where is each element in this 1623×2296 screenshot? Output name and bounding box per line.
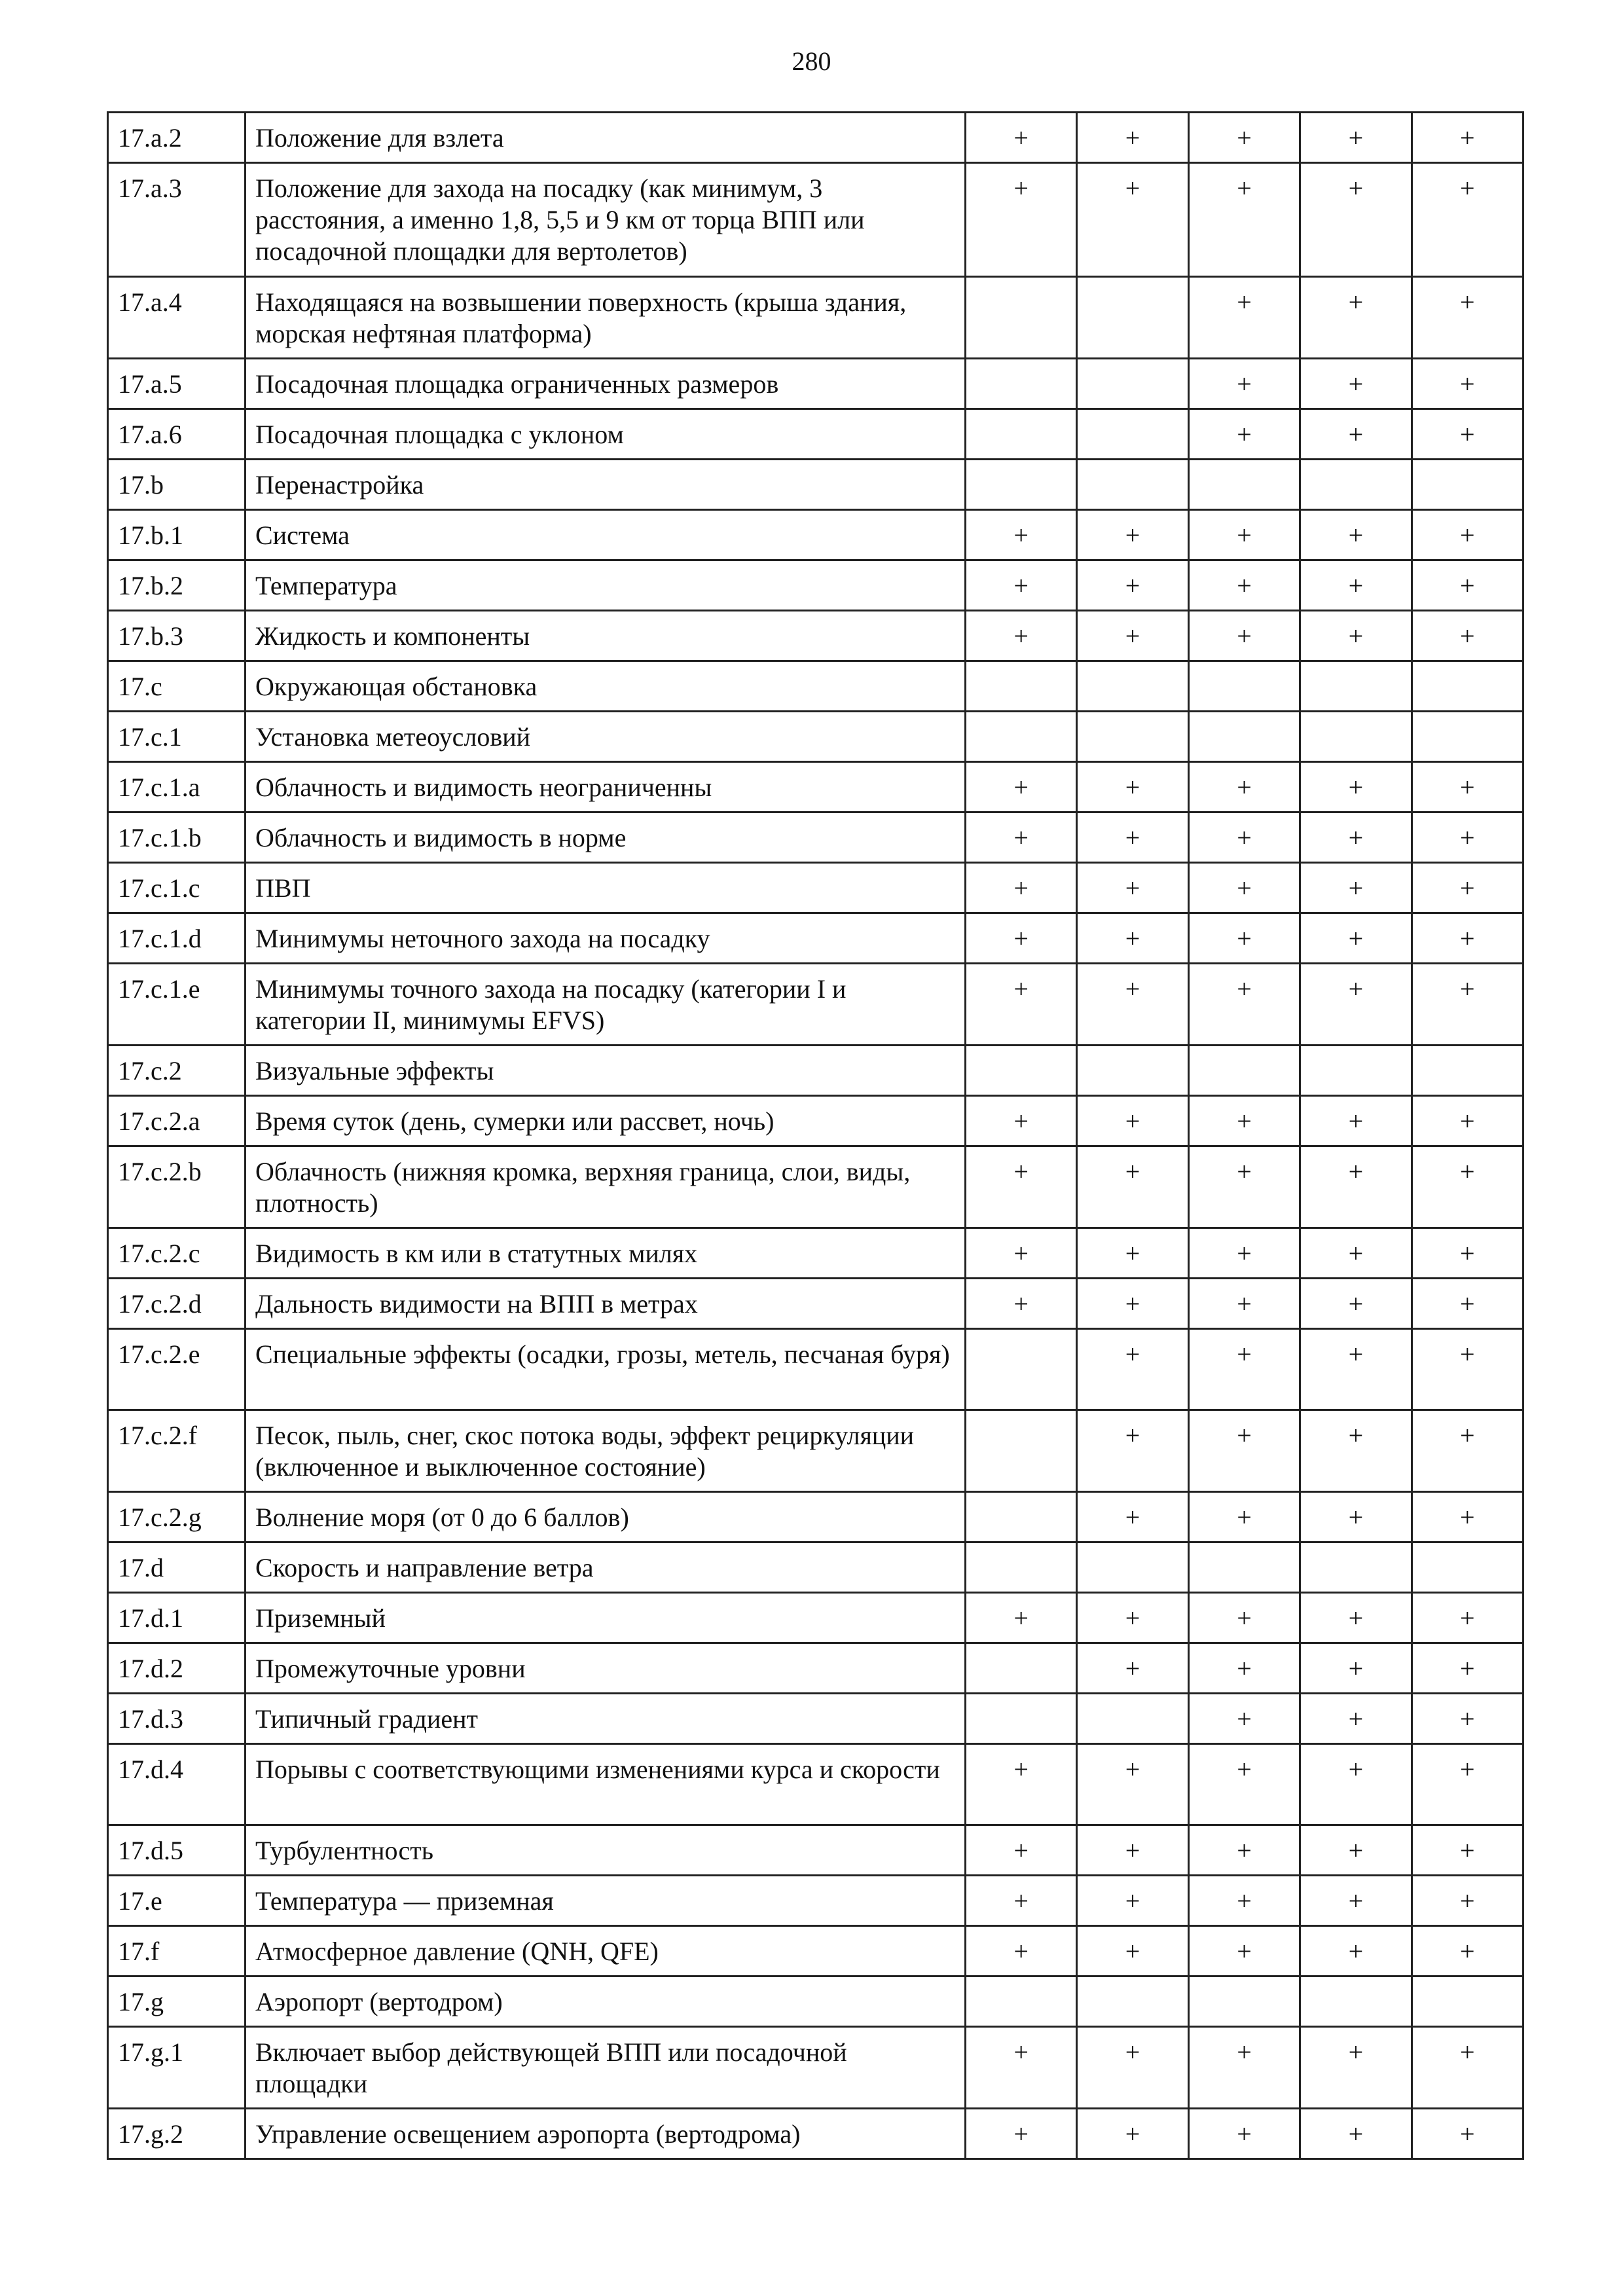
row-mark-5: + xyxy=(1412,2027,1523,2109)
row-mark-3: + xyxy=(1188,1279,1300,1329)
table-row xyxy=(108,913,1523,964)
table-row xyxy=(108,113,1523,163)
table-row xyxy=(108,1744,1523,1825)
row-description: Температура — приземная xyxy=(246,1876,966,1926)
row-mark-4: + xyxy=(1300,560,1412,611)
row-description: Приземный xyxy=(246,1593,966,1643)
row-mark-2: + xyxy=(1077,1329,1188,1410)
row-mark-2: + xyxy=(1077,1279,1188,1329)
row-mark-1: + xyxy=(966,1876,1077,1926)
table-row xyxy=(108,163,1523,277)
row-mark-4 xyxy=(1300,460,1412,510)
row-description: Аэропорт (вертодром) xyxy=(246,1977,966,2027)
row-description: Время суток (день, сумерки или рассвет, ночь) xyxy=(246,1096,966,1146)
page-number: 280 xyxy=(792,46,831,76)
row-description: ПВП xyxy=(246,863,966,913)
row-mark-2: + xyxy=(1077,1876,1188,1926)
row-mark-3: + xyxy=(1188,1096,1300,1146)
row-mark-4: + xyxy=(1300,1744,1412,1825)
row-mark-1: + xyxy=(966,1279,1077,1329)
row-description: Окружающая обстановка xyxy=(246,661,966,712)
row-mark-5: + xyxy=(1412,277,1523,359)
row-code: 17.c.1.c xyxy=(108,863,246,913)
row-mark-4: + xyxy=(1300,1410,1412,1492)
row-description: Посадочная площадка с уклоном xyxy=(246,409,966,460)
row-mark-3 xyxy=(1188,1046,1300,1096)
row-mark-4 xyxy=(1300,1542,1412,1593)
row-mark-5: + xyxy=(1412,1643,1523,1694)
row-mark-1 xyxy=(966,1643,1077,1694)
row-description: Посадочная площадка ограниченных размеров xyxy=(246,359,966,409)
row-description: Скорость и направление ветра xyxy=(246,1542,966,1593)
row-mark-4 xyxy=(1300,1977,1412,2027)
row-description: Находящаяся на возвышении поверхность (крыша здания, морская нефтяная платформа) xyxy=(246,277,966,359)
row-mark-5: + xyxy=(1412,1228,1523,1279)
row-mark-5: + xyxy=(1412,1694,1523,1744)
row-mark-3: + xyxy=(1188,409,1300,460)
row-code: 17.f xyxy=(108,1926,246,1977)
row-mark-1: + xyxy=(966,1825,1077,1876)
row-code: 17.b xyxy=(108,460,246,510)
row-description: Облачность и видимость неограниченны xyxy=(246,762,966,812)
row-mark-4: + xyxy=(1300,510,1412,560)
row-mark-4: + xyxy=(1300,1096,1412,1146)
row-mark-2: + xyxy=(1077,1926,1188,1977)
row-mark-5: + xyxy=(1412,359,1523,409)
row-mark-5: + xyxy=(1412,1593,1523,1643)
row-mark-2: + xyxy=(1077,113,1188,163)
row-mark-3: + xyxy=(1188,1876,1300,1926)
row-mark-2: + xyxy=(1077,1643,1188,1694)
row-mark-1: + xyxy=(966,913,1077,964)
row-code: 17.a.4 xyxy=(108,277,246,359)
row-mark-4: + xyxy=(1300,2027,1412,2109)
row-mark-5: + xyxy=(1412,1329,1523,1410)
table-row xyxy=(108,762,1523,812)
row-mark-2: + xyxy=(1077,863,1188,913)
row-description: Визуальные эффекты xyxy=(246,1046,966,1096)
row-mark-4: + xyxy=(1300,964,1412,1046)
row-description: Дальность видимости на ВПП в метрах xyxy=(246,1279,966,1329)
row-code: 17.g.2 xyxy=(108,2109,246,2159)
row-mark-5: + xyxy=(1412,1096,1523,1146)
row-mark-1: + xyxy=(966,762,1077,812)
row-mark-4: + xyxy=(1300,1492,1412,1542)
row-code: 17.a.3 xyxy=(108,163,246,277)
row-mark-1 xyxy=(966,1492,1077,1542)
row-code: 17.c xyxy=(108,661,246,712)
row-code: 17.d.1 xyxy=(108,1593,246,1643)
row-code: 17.d.2 xyxy=(108,1643,246,1694)
row-mark-4: + xyxy=(1300,1643,1412,1694)
row-mark-2: + xyxy=(1077,560,1188,611)
row-mark-3: + xyxy=(1188,560,1300,611)
row-description: Минимумы неточного захода на посадку xyxy=(246,913,966,964)
table-row xyxy=(108,2109,1523,2159)
table-row xyxy=(108,1329,1523,1410)
row-mark-1 xyxy=(966,1046,1077,1096)
table-row xyxy=(108,409,1523,460)
row-mark-1: + xyxy=(966,510,1077,560)
table-row xyxy=(108,1825,1523,1876)
row-code: 17.a.5 xyxy=(108,359,246,409)
row-mark-2: + xyxy=(1077,812,1188,863)
row-mark-4: + xyxy=(1300,1146,1412,1228)
row-mark-4 xyxy=(1300,1046,1412,1096)
row-mark-1: + xyxy=(966,863,1077,913)
row-mark-1 xyxy=(966,661,1077,712)
row-description: Температура xyxy=(246,560,966,611)
row-code: 17.a.6 xyxy=(108,409,246,460)
row-mark-5: + xyxy=(1412,913,1523,964)
row-mark-3: + xyxy=(1188,863,1300,913)
row-code: 17.d.5 xyxy=(108,1825,246,1876)
row-code: 17.c.1.b xyxy=(108,812,246,863)
table-row xyxy=(108,2027,1523,2109)
row-mark-3: + xyxy=(1188,1926,1300,1977)
row-mark-1 xyxy=(966,1977,1077,2027)
table-row xyxy=(108,863,1523,913)
row-description: Система xyxy=(246,510,966,560)
row-mark-5: + xyxy=(1412,409,1523,460)
row-mark-4: + xyxy=(1300,1825,1412,1876)
table-row xyxy=(108,359,1523,409)
table-row xyxy=(108,277,1523,359)
table-row xyxy=(108,1410,1523,1492)
row-description: Турбулентность xyxy=(246,1825,966,1876)
row-description: Включает выбор действующей ВПП или посадочной площадки xyxy=(246,2027,966,2109)
row-mark-3: + xyxy=(1188,1694,1300,1744)
row-mark-5: + xyxy=(1412,812,1523,863)
row-mark-3: + xyxy=(1188,1228,1300,1279)
row-mark-2: + xyxy=(1077,1410,1188,1492)
row-description: Положение для взлета xyxy=(246,113,966,163)
row-mark-2 xyxy=(1077,1046,1188,1096)
table-row xyxy=(108,1279,1523,1329)
row-mark-2: + xyxy=(1077,163,1188,277)
row-mark-2 xyxy=(1077,460,1188,510)
row-code: 17.c.2.g xyxy=(108,1492,246,1542)
row-mark-2: + xyxy=(1077,913,1188,964)
table-row xyxy=(108,964,1523,1046)
row-mark-3: + xyxy=(1188,1492,1300,1542)
row-code: 17.c.2.c xyxy=(108,1228,246,1279)
row-description: Минимумы точного захода на посадку (категории I и категории II, минимумы EFVS) xyxy=(246,964,966,1046)
row-description: Облачность и видимость в норме xyxy=(246,812,966,863)
row-mark-2 xyxy=(1077,409,1188,460)
row-description: Перенастройка xyxy=(246,460,966,510)
row-mark-1 xyxy=(966,277,1077,359)
row-mark-2: + xyxy=(1077,1096,1188,1146)
table-row xyxy=(108,1046,1523,1096)
row-mark-2 xyxy=(1077,712,1188,762)
row-code: 17.c.1.e xyxy=(108,964,246,1046)
row-mark-1: + xyxy=(966,1926,1077,1977)
row-mark-5: + xyxy=(1412,1876,1523,1926)
row-code: 17.c.1 xyxy=(108,712,246,762)
row-mark-3: + xyxy=(1188,1329,1300,1410)
table-row xyxy=(108,611,1523,661)
row-mark-2: + xyxy=(1077,1593,1188,1643)
row-mark-3: + xyxy=(1188,2109,1300,2159)
table-row xyxy=(108,1593,1523,1643)
row-mark-5: + xyxy=(1412,762,1523,812)
row-mark-4: + xyxy=(1300,1694,1412,1744)
table-row xyxy=(108,510,1523,560)
row-code: 17.d.3 xyxy=(108,1694,246,1744)
row-code: 17.c.2.d xyxy=(108,1279,246,1329)
row-mark-1 xyxy=(966,1542,1077,1593)
row-mark-2: + xyxy=(1077,611,1188,661)
table-row xyxy=(108,1643,1523,1694)
table-row xyxy=(108,1977,1523,2027)
row-mark-5: + xyxy=(1412,1926,1523,1977)
row-mark-3: + xyxy=(1188,762,1300,812)
row-mark-3: + xyxy=(1188,1410,1300,1492)
row-code: 17.c.2.e xyxy=(108,1329,246,1410)
table-row xyxy=(108,1096,1523,1146)
row-mark-2 xyxy=(1077,277,1188,359)
row-mark-4: + xyxy=(1300,409,1412,460)
row-mark-5: + xyxy=(1412,1492,1523,1542)
row-mark-4: + xyxy=(1300,1228,1412,1279)
row-code: 17.g.1 xyxy=(108,2027,246,2109)
row-description: Управление освещением аэропорта (вертодрома) xyxy=(246,2109,966,2159)
table-row xyxy=(108,1146,1523,1228)
row-mark-2: + xyxy=(1077,762,1188,812)
row-mark-3: + xyxy=(1188,1744,1300,1825)
row-mark-3: + xyxy=(1188,2027,1300,2109)
row-code: 17.d.4 xyxy=(108,1744,246,1825)
row-mark-4: + xyxy=(1300,1329,1412,1410)
row-mark-1: + xyxy=(966,1228,1077,1279)
row-mark-2: + xyxy=(1077,1492,1188,1542)
row-mark-3: + xyxy=(1188,1146,1300,1228)
table-row xyxy=(108,560,1523,611)
row-mark-4: + xyxy=(1300,863,1412,913)
row-mark-3 xyxy=(1188,1542,1300,1593)
row-description: Жидкость и компоненты xyxy=(246,611,966,661)
table-row xyxy=(108,1926,1523,1977)
row-mark-4: + xyxy=(1300,2109,1412,2159)
row-mark-2 xyxy=(1077,1542,1188,1593)
row-mark-5: + xyxy=(1412,2109,1523,2159)
row-mark-5: + xyxy=(1412,1410,1523,1492)
row-mark-1: + xyxy=(966,560,1077,611)
row-mark-4: + xyxy=(1300,113,1412,163)
row-mark-3: + xyxy=(1188,611,1300,661)
row-mark-3: + xyxy=(1188,113,1300,163)
row-mark-2: + xyxy=(1077,964,1188,1046)
row-mark-1: + xyxy=(966,1593,1077,1643)
row-code: 17.b.1 xyxy=(108,510,246,560)
row-description: Волнение моря (от 0 до 6 баллов) xyxy=(246,1492,966,1542)
row-code: 17.g xyxy=(108,1977,246,2027)
row-description: Порывы с соответствующими изменениями курса и скорости xyxy=(246,1744,966,1825)
row-mark-5 xyxy=(1412,1977,1523,2027)
row-mark-1: + xyxy=(966,113,1077,163)
row-mark-5: + xyxy=(1412,964,1523,1046)
row-mark-1: + xyxy=(966,964,1077,1046)
row-mark-5: + xyxy=(1412,1744,1523,1825)
row-description: Облачность (нижняя кромка, верхняя граница, слои, виды, плотность) xyxy=(246,1146,966,1228)
row-mark-4: + xyxy=(1300,812,1412,863)
row-mark-4: + xyxy=(1300,163,1412,277)
row-description: Положение для захода на посадку (как минимум, 3 расстояния, а именно 1,8, 5,5 и 9 км от торца ВПП или посадочной площадки для вертолетов) xyxy=(246,163,966,277)
row-mark-3: + xyxy=(1188,277,1300,359)
row-mark-4: + xyxy=(1300,277,1412,359)
table-row xyxy=(108,712,1523,762)
row-mark-2: + xyxy=(1077,1744,1188,1825)
row-code: 17.b.3 xyxy=(108,611,246,661)
row-mark-5 xyxy=(1412,712,1523,762)
row-mark-1: + xyxy=(966,611,1077,661)
table-row xyxy=(108,812,1523,863)
row-description: Установка метеоусловий xyxy=(246,712,966,762)
row-mark-5 xyxy=(1412,1542,1523,1593)
row-mark-1 xyxy=(966,409,1077,460)
row-mark-5 xyxy=(1412,1046,1523,1096)
row-mark-5: + xyxy=(1412,560,1523,611)
row-mark-1 xyxy=(966,1410,1077,1492)
table-body xyxy=(108,113,1523,2159)
row-mark-2 xyxy=(1077,1694,1188,1744)
row-mark-4 xyxy=(1300,712,1412,762)
row-mark-1: + xyxy=(966,163,1077,277)
row-mark-2: + xyxy=(1077,1825,1188,1876)
row-mark-2: + xyxy=(1077,1146,1188,1228)
row-code: 17.c.2.a xyxy=(108,1096,246,1146)
row-mark-3: + xyxy=(1188,359,1300,409)
row-description: Песок, пыль, снег, скос потока воды, эффект рециркуляции (включенное и выключенное состояние) xyxy=(246,1410,966,1492)
row-mark-4: + xyxy=(1300,1926,1412,1977)
row-mark-2: + xyxy=(1077,510,1188,560)
row-mark-5: + xyxy=(1412,163,1523,277)
row-mark-3: + xyxy=(1188,1825,1300,1876)
table-row xyxy=(108,460,1523,510)
row-mark-5 xyxy=(1412,661,1523,712)
row-mark-4: + xyxy=(1300,1279,1412,1329)
table-row xyxy=(108,1492,1523,1542)
row-description: Видимость в км или в статутных милях xyxy=(246,1228,966,1279)
row-mark-1: + xyxy=(966,1744,1077,1825)
row-mark-1 xyxy=(966,1329,1077,1410)
table-row xyxy=(108,1694,1523,1744)
row-code: 17.c.2.f xyxy=(108,1410,246,1492)
row-mark-3 xyxy=(1188,661,1300,712)
row-mark-5: + xyxy=(1412,611,1523,661)
row-code: 17.e xyxy=(108,1876,246,1926)
table-row xyxy=(108,1876,1523,1926)
row-description: Промежуточные уровни xyxy=(246,1643,966,1694)
row-mark-4: + xyxy=(1300,1876,1412,1926)
row-mark-4: + xyxy=(1300,359,1412,409)
row-mark-2: + xyxy=(1077,2109,1188,2159)
table-row xyxy=(108,661,1523,712)
row-code: 17.c.1.d xyxy=(108,913,246,964)
row-mark-4: + xyxy=(1300,913,1412,964)
row-mark-1 xyxy=(966,712,1077,762)
row-mark-3: + xyxy=(1188,964,1300,1046)
row-mark-2: + xyxy=(1077,1228,1188,1279)
row-mark-4: + xyxy=(1300,1593,1412,1643)
row-mark-5: + xyxy=(1412,113,1523,163)
row-mark-5: + xyxy=(1412,1825,1523,1876)
row-mark-5: + xyxy=(1412,863,1523,913)
row-mark-1 xyxy=(966,359,1077,409)
row-mark-3 xyxy=(1188,460,1300,510)
row-mark-1 xyxy=(966,1694,1077,1744)
row-code: 17.c.1.a xyxy=(108,762,246,812)
row-description: Атмосферное давление (QNH, QFE) xyxy=(246,1926,966,1977)
row-mark-3 xyxy=(1188,712,1300,762)
row-description: Типичный градиент xyxy=(246,1694,966,1744)
row-code: 17.c.2 xyxy=(108,1046,246,1096)
row-mark-3: + xyxy=(1188,812,1300,863)
row-description: Специальные эффекты (осадки, грозы, метель, песчаная буря) xyxy=(246,1329,966,1410)
row-mark-1: + xyxy=(966,2027,1077,2109)
row-mark-3: + xyxy=(1188,163,1300,277)
row-mark-2: + xyxy=(1077,2027,1188,2109)
row-mark-3: + xyxy=(1188,1643,1300,1694)
row-mark-1: + xyxy=(966,2109,1077,2159)
row-mark-3: + xyxy=(1188,510,1300,560)
row-code: 17.d xyxy=(108,1542,246,1593)
row-mark-5: + xyxy=(1412,510,1523,560)
table-row xyxy=(108,1228,1523,1279)
row-code: 17.c.2.b xyxy=(108,1146,246,1228)
row-mark-1 xyxy=(966,460,1077,510)
row-mark-4 xyxy=(1300,661,1412,712)
row-mark-1: + xyxy=(966,812,1077,863)
row-mark-4: + xyxy=(1300,611,1412,661)
row-mark-2 xyxy=(1077,359,1188,409)
row-mark-3: + xyxy=(1188,913,1300,964)
row-mark-5 xyxy=(1412,460,1523,510)
row-mark-1: + xyxy=(966,1096,1077,1146)
row-mark-5: + xyxy=(1412,1279,1523,1329)
row-mark-1: + xyxy=(966,1146,1077,1228)
table-row xyxy=(108,1542,1523,1593)
row-mark-3: + xyxy=(1188,1593,1300,1643)
row-mark-3 xyxy=(1188,1977,1300,2027)
row-mark-5: + xyxy=(1412,1146,1523,1228)
row-code: 17.a.2 xyxy=(108,113,246,163)
row-mark-4: + xyxy=(1300,762,1412,812)
requirements-table xyxy=(107,111,1524,2160)
row-mark-2 xyxy=(1077,661,1188,712)
row-code: 17.b.2 xyxy=(108,560,246,611)
row-mark-2 xyxy=(1077,1977,1188,2027)
